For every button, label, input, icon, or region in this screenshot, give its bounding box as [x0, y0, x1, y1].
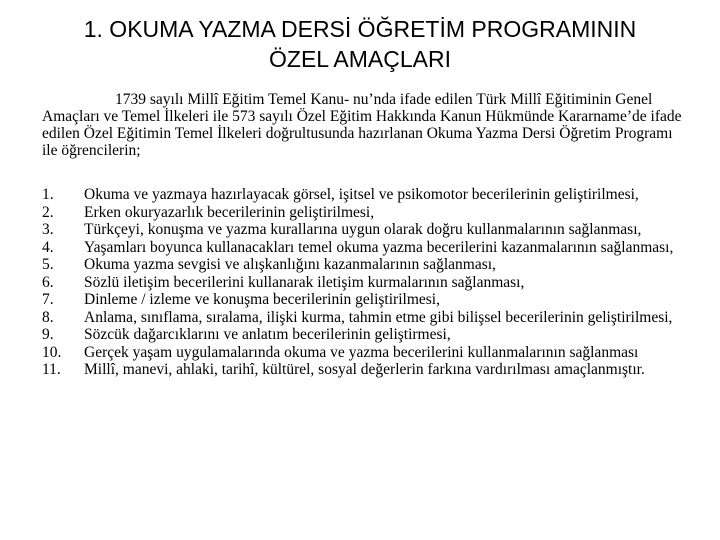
objectives-list	[42, 186, 682, 379]
list-item-number: 8.	[42, 308, 54, 326]
list-item	[42, 221, 682, 238]
list-item-text: Sözlü iletişim becerilerini kullanarak iletişim kurmalarının sağlanması,	[84, 273, 525, 291]
list-item-text: Erken okuryazarlık becerilerinin geliştirilmesi,	[84, 203, 375, 221]
list-item-text: Yaşamları boyunca kullanacakları temel okuma yazma becerilerini kazanmalarının sağlanması,	[84, 238, 674, 256]
list-item	[42, 361, 682, 378]
list-item-number: 11.	[42, 361, 61, 378]
list-item	[42, 204, 682, 221]
list-item-number: 9.	[42, 326, 54, 343]
list-item-text: Dinleme / izleme ve konuşma becerilerinin geliştirilmesi,	[84, 291, 440, 308]
list-item-text: Okuma ve yazmaya hazırlayacak görsel, işitsel ve psikomotor becerilerinin geliştirilmesi,	[84, 186, 639, 203]
list-item	[42, 344, 682, 361]
intro-paragraph: 1739 sayılı Millî Eğitim Temel Kanu- nu’nda ifade edilen Türk Millî Eğitiminin Genel Amaçları ve Temel İlkeleri ile 573 sayılı Özel Eğitim Hakkında Kanun Hükmünde Kararname’de ifade edilen Özel Eğitimin Temel İlkeleri doğrultusunda hazırlanan Okuma Yazma Dersi Öğretim Programı ile öğrencilerin;	[42, 91, 682, 159]
list-item-text: Sözcük dağarcıklarını ve anlatım becerilerinin geliştirmesi,	[84, 326, 451, 343]
title-line-1: 1. OKUMA YAZMA DERSİ ÖĞRETİM PROGRAMININ	[83, 16, 637, 42]
list-item-number: 3.	[42, 221, 54, 238]
list-item	[42, 256, 682, 273]
list-item	[42, 309, 682, 326]
page-title	[0, 14, 720, 74]
list-item-text: Millî, manevi, ahlaki, tarihî, kültürel, sosyal değerlerin farkına vardırılması amaçlanmıştır.	[84, 361, 645, 378]
title-line-2: ÖZEL AMAÇLARI	[269, 46, 451, 72]
list-item	[42, 274, 682, 291]
list-item-text: Türkçeyi, konuşma ve yazma kurallarına uygun olarak doğru kullanmalarının sağlanması,	[84, 221, 642, 238]
list-item-number: 2.	[42, 203, 54, 221]
list-item-text: Gerçek yaşam uygulamalarında okuma ve yazma becerilerini kullanmalarının sağlanması	[84, 343, 639, 361]
list-item	[42, 326, 682, 343]
list-item	[42, 239, 682, 256]
list-item-number: 7.	[42, 291, 54, 308]
list-item-number: 10.	[42, 343, 62, 361]
list-item	[42, 291, 682, 308]
list-item	[42, 186, 682, 203]
list-item-text: Okuma yazma sevgisi ve alışkanlığını kazanmalarının sağlanması,	[84, 256, 496, 273]
list-item-number: 4.	[42, 238, 54, 256]
list-item-text: Anlama, sınıflama, sıralama, ilişki kurma, tahmin etme gibi bilişsel becerilerinin geliştirilmesi,	[84, 308, 673, 326]
list-item-number: 6.	[42, 273, 54, 291]
list-item-number: 1.	[42, 186, 54, 203]
list-item-number: 5.	[42, 256, 54, 273]
